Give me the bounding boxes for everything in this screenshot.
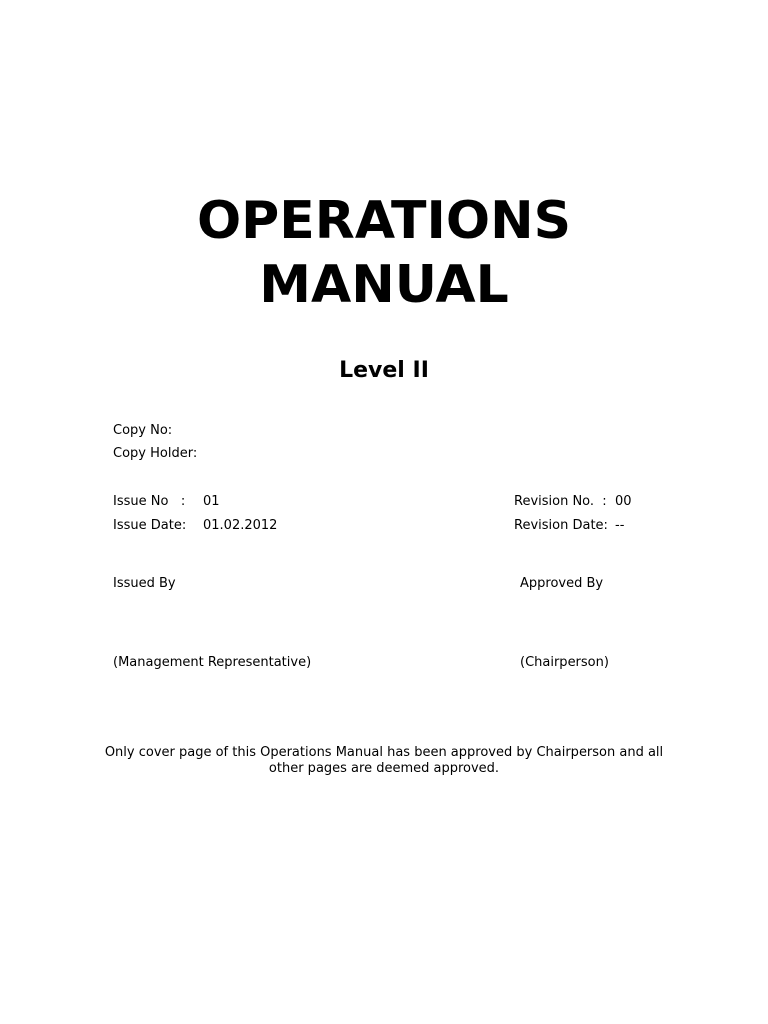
issue-no-label: Issue No : [113,494,186,509]
level-heading: Level II [339,358,429,383]
revision-no-value: 00 [615,494,632,509]
copy-holder-label: Copy Holder: [113,446,198,461]
approved-by-label: Approved By [520,576,604,591]
revision-date-label: Revision Date: [514,518,608,533]
issue-date-label: Issue Date: [113,518,187,533]
issue-date-value: 01.02.2012 [203,518,278,533]
approval-footnote: Only cover page of this Operations Manual has been approved by Chairperson and all other pages are deemed approved. [104,745,664,776]
copy-no-label: Copy No: [113,423,173,438]
issuer-role: (Management Representative) [113,655,312,670]
revision-no-label: Revision No. : [514,494,607,509]
approver-role: (Chairperson) [520,655,609,670]
title-line-operations: OPERATIONS [196,191,572,251]
revision-date-value: -- [615,518,625,533]
title-line-manual: MANUAL [259,255,509,315]
issued-by-label: Issued By [113,576,176,591]
issue-no-value: 01 [203,494,220,509]
